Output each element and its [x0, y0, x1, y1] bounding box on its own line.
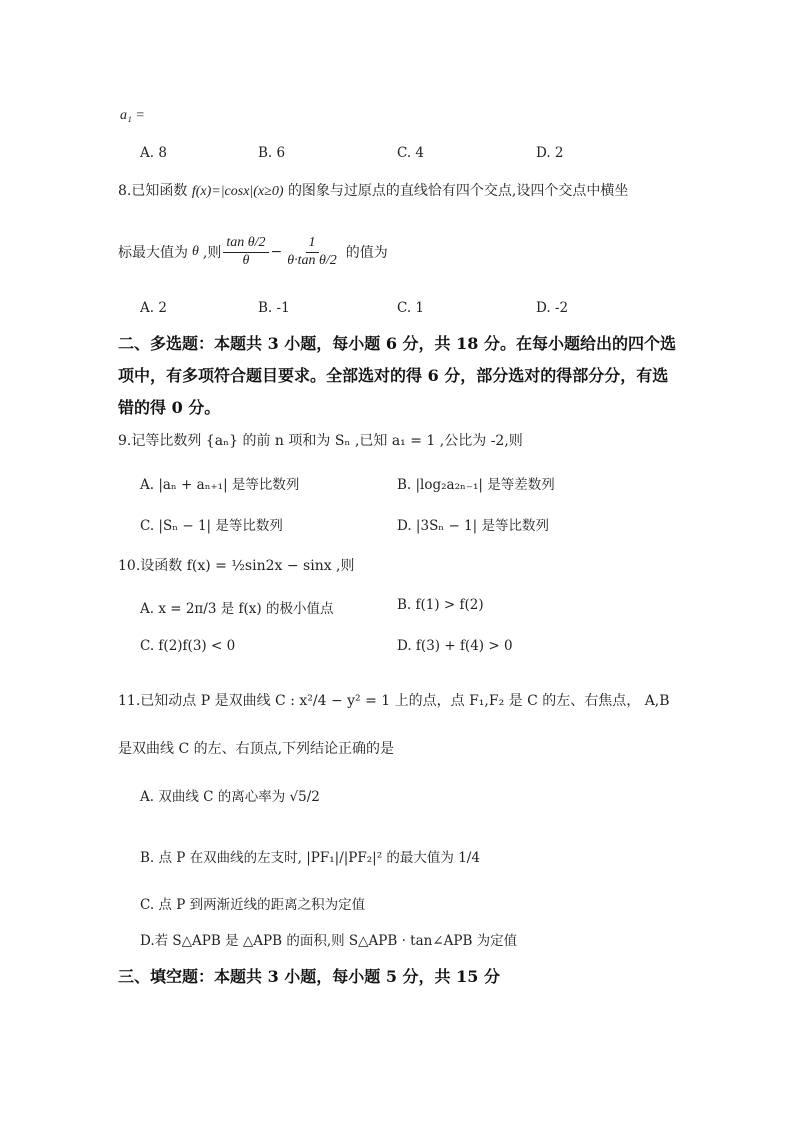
q8-stem-line1: 8.已知函数 f(x)=|cosx|(x≥0) 的图象与过原点的直线恰有四个交点,设四个交点中横坐 — [118, 183, 629, 199]
q8-fraction-2: $\frac{1}{\text{θ·tan θ/2}}$ — [287, 235, 337, 268]
q7-option-b: B. 6 — [258, 145, 286, 161]
q7-option-d: D. 2 — [536, 145, 564, 161]
q7-option-a: A. 8 — [140, 145, 167, 161]
section3-heading: 三、填空题：本题共 3 小题，每小题 5 分，共 15 分 — [118, 967, 500, 986]
section2-heading-line2: 项中，有多项符合题目要求。全部选对的得 6 分，部分选对的得部分分，有选 — [118, 366, 669, 385]
q8-fraction-1: $\frac{\text{tan θ/2}}{\theta}$ — [223, 235, 268, 268]
q8-function: f(x)=|cosx|(x≥0) — [191, 184, 284, 199]
q9-option-b: B. |log₂a₂ₙ₋₁| 是等差数列 — [397, 477, 555, 493]
q9-option-c: C. |Sₙ − 1| 是等比数列 — [140, 518, 283, 534]
q9-option-d: D. |3Sₙ − 1| 是等比数列 — [397, 518, 549, 534]
q11-stem-line1: 11.已知动点 P 是双曲线 C : x²/4 − y² = 1 上的点，点 F₁,F₂ 是 C 的左、右焦点， A,B — [118, 693, 670, 709]
q8-option-b: B. -1 — [258, 300, 290, 316]
q10-option-c: C. f(2)f(3) < 0 — [140, 638, 236, 654]
section2-heading-line3: 错的得 0 分。 — [118, 398, 221, 417]
section2-heading-line1: 二、多选题：本题共 3 小题，每小题 6 分，共 18 分。在每小题给出的四个选 — [118, 334, 676, 353]
q9-option-a: A. |aₙ + aₙ₊₁| 是等比数列 — [140, 477, 300, 493]
q9-stem: 9.记等比数列 {aₙ} 的前 n 项和为 Sₙ ,已知 a₁ = 1 ,公比为 -2,则 — [118, 433, 523, 449]
q11-option-a: A. 双曲线 C 的离心率为 √5/2 — [140, 789, 320, 805]
q11-option-c: C. 点 P 到两渐近线的距离之积为定值 — [140, 897, 366, 913]
q10-stem: 10.设函数 f(x) = ½sin2x − sinx ,则 — [118, 558, 355, 574]
q11-option-d: D.若 S△APB 是 △APB 的面积,则 S△APB · tan∠APB 为定值 — [140, 933, 518, 949]
q10-option-a: A. x = 2π/3 是 f(x) 的极小值点 — [140, 601, 334, 617]
q8-option-d: D. -2 — [536, 300, 569, 316]
q10-option-d: D. f(3) + f(4) > 0 — [397, 638, 513, 654]
q10-option-b: B. f(1) > f(2) — [397, 597, 484, 613]
q8-option-a: A. 2 — [140, 300, 167, 316]
q7-option-c: C. 4 — [397, 145, 425, 161]
question-fragment: a₁ = — [120, 108, 145, 123]
q11-option-b: B. 点 P 在双曲线的左支时, |PF₁|/|PF₂|² 的最大值为 1/4 — [140, 850, 480, 866]
q8-stem-line2: 标最大值为 θ ,则 $\frac{\text{tan θ/2}}{\theta}$ − $\frac{1}{\text{θ·tan θ/2}}$ 的值为 — [118, 235, 388, 268]
q11-stem-line2: 是双曲线 C 的左、右顶点,下列结论正确的是 — [118, 741, 395, 757]
q8-option-c: C. 1 — [397, 300, 425, 316]
